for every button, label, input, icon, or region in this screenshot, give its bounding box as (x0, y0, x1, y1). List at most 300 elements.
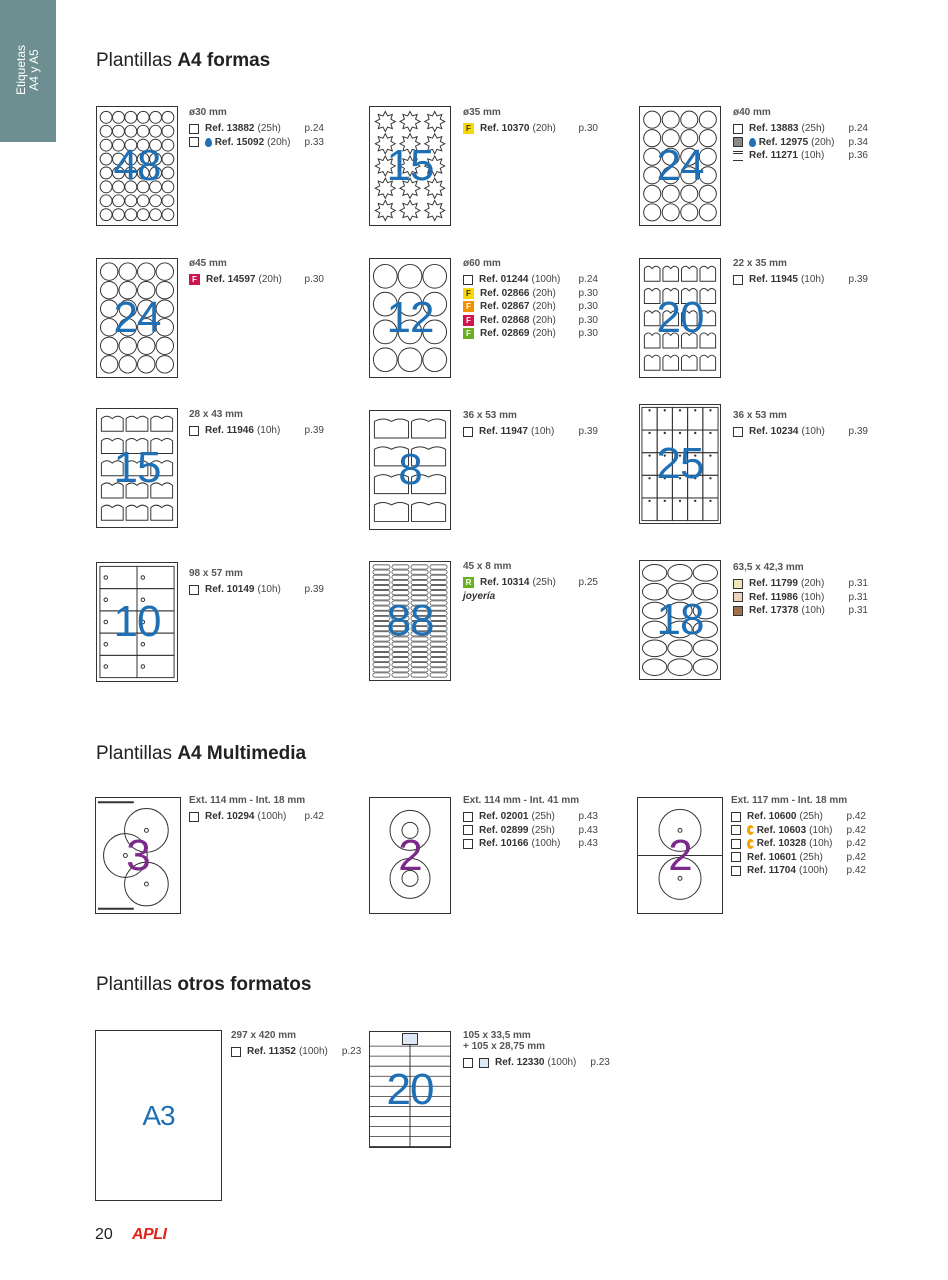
checkbox[interactable] (463, 1058, 473, 1068)
reference-quantity: (20h) (800, 578, 825, 590)
label-size: ø60 mm (463, 258, 501, 269)
reference-row (731, 864, 866, 878)
label-count: 20 (656, 293, 704, 342)
reference-number: Ref. 11947 (479, 426, 528, 438)
reference-page: p.30 (578, 328, 598, 340)
reference-page: p.42 (846, 824, 866, 836)
reference-quantity: (20h) (532, 301, 556, 313)
label-circle (137, 111, 149, 123)
label-count: 88 (386, 596, 434, 645)
template-sheet (95, 797, 181, 914)
label-oval (693, 565, 717, 582)
label-tag (663, 266, 679, 281)
checkbox[interactable] (189, 124, 199, 134)
label-hole (648, 409, 650, 411)
reference-number: Ref. 13883 (749, 123, 799, 135)
label-size: 45 x 8 mm (463, 561, 512, 572)
reference-row (731, 810, 866, 824)
label-tag (663, 355, 679, 370)
label-size-secondary: + 105 x 28,75 mm (463, 1041, 546, 1052)
reference-row (189, 273, 324, 287)
reference-row (463, 122, 598, 136)
side-tab-label (15, 45, 41, 95)
template-sheet (369, 561, 451, 681)
label-hole (679, 432, 681, 434)
label-circle (100, 356, 117, 373)
label-hole (141, 576, 145, 580)
checkbox[interactable] (731, 852, 741, 862)
template-info (463, 561, 598, 602)
label-circle (119, 356, 136, 373)
reference-code (747, 865, 796, 876)
reference-row (189, 122, 324, 136)
apli-logo: APLI (132, 1226, 167, 1243)
template-info (463, 1030, 610, 1070)
reference-row (463, 824, 598, 838)
reference-page: p.25 (578, 577, 598, 589)
reference-quantity: (20h) (532, 328, 556, 340)
gear-icon (747, 839, 754, 849)
label-circle (113, 111, 125, 123)
label-circle (162, 209, 174, 221)
label-circle (100, 111, 112, 123)
label-jewel (373, 565, 390, 569)
reference-row (463, 314, 598, 328)
template-info (733, 562, 868, 618)
label-jewel (411, 652, 428, 656)
label-circle (100, 125, 112, 137)
label-jewel (373, 647, 390, 651)
label-star (375, 200, 395, 220)
reference-quantity: (100h) (547, 1057, 577, 1069)
label-jewel (411, 580, 428, 584)
label-count: 12 (386, 293, 434, 342)
label-circle (156, 356, 173, 373)
reference-quantity: (10h) (800, 150, 825, 162)
reference-number: Ref. 12330 (495, 1057, 545, 1069)
reference-page: p.31 (848, 605, 868, 617)
color-tag-icon: F (463, 328, 474, 339)
label-jewel (411, 663, 428, 667)
section-side-tab (0, 0, 56, 142)
reference-code (757, 825, 806, 836)
checkbox[interactable] (463, 275, 473, 285)
label-hole (709, 432, 711, 434)
label-tag (151, 505, 173, 520)
label-circle (662, 204, 679, 221)
label-circle (113, 209, 125, 221)
reference-page: p.43 (578, 824, 598, 836)
label-jewel (411, 575, 428, 579)
label-jewel (430, 570, 447, 574)
label-jewel (373, 580, 390, 584)
drop-icon (749, 138, 756, 147)
label-rect (100, 566, 137, 588)
label-count: A3 (142, 1099, 175, 1131)
template-info (189, 795, 324, 824)
side-tab-line1: Etiquetas (14, 44, 28, 96)
label-count: 10 (113, 597, 161, 646)
reference-row (463, 810, 598, 824)
reference-row (733, 591, 868, 605)
label-jewel (430, 585, 447, 589)
label-size: ø30 mm (189, 107, 227, 118)
reference-code (749, 592, 798, 603)
label-circle (373, 348, 397, 372)
reference-page: p.30 (578, 301, 598, 313)
template-info (463, 795, 598, 851)
reference-page: p.31 (848, 578, 868, 590)
reference-code (480, 315, 529, 326)
reference-quantity: (10h) (801, 605, 825, 617)
label-count: 15 (386, 141, 434, 190)
label-rect (100, 655, 137, 677)
label-circle (644, 111, 661, 128)
template-info (731, 795, 866, 878)
reference-quantity: (20h) (532, 314, 556, 326)
reference-page: p.23 (590, 1057, 610, 1069)
reference-quantity: (10h) (809, 824, 833, 836)
reference-quantity: (10h) (800, 591, 825, 603)
template-sheet (369, 258, 451, 378)
reference-row (463, 327, 598, 341)
label-count: 20 (386, 1064, 434, 1114)
reference-page: p.39 (304, 425, 324, 437)
reference-row (463, 1056, 610, 1070)
reference-page: p.43 (578, 811, 598, 823)
reference-row (731, 824, 866, 838)
checkbox[interactable] (733, 427, 743, 437)
reference-code (479, 426, 528, 437)
reference-quantity: (25h) (257, 123, 281, 135)
reference-page: p.39 (848, 274, 868, 286)
reference-code (205, 123, 254, 134)
label-size: ø35 mm (463, 107, 501, 118)
checkbox[interactable] (189, 426, 199, 436)
label-jewel (411, 668, 428, 672)
label-jewel (411, 647, 428, 651)
label-oval (668, 565, 692, 582)
label-jewel (392, 657, 409, 661)
label-circle (137, 195, 149, 207)
label-jewel (392, 580, 409, 584)
reference-number: Ref. 11352 (247, 1046, 296, 1058)
reference-code (480, 123, 529, 134)
heading-prefix: Plantillas (96, 50, 173, 71)
label-jewel (430, 673, 447, 677)
label-size: 22 x 35 mm (733, 258, 787, 269)
label-hole (709, 500, 711, 502)
reference-quantity: (10h) (809, 838, 833, 850)
reference-number: Ref. 10370 (480, 123, 530, 135)
label-hole (141, 665, 145, 669)
heading-strong: A4 Multimedia (177, 743, 307, 764)
label-tag (681, 266, 697, 281)
label-circle (137, 125, 149, 137)
reference-row (731, 837, 866, 851)
reference-page: p.24 (304, 123, 324, 135)
label-size: ø40 mm (733, 107, 771, 118)
label-size: Ext. 117 mm - Int. 18 mm (731, 795, 848, 806)
label-circle (113, 125, 125, 137)
label-jewel (411, 570, 428, 574)
label-hole (694, 500, 696, 502)
checkbox[interactable] (189, 812, 199, 822)
reference-row (189, 583, 324, 597)
color-swatch-icon (733, 606, 743, 616)
checkbox[interactable] (231, 1047, 241, 1057)
template-sheet (369, 1031, 451, 1148)
label-tag (126, 416, 148, 431)
label-circle (119, 263, 136, 280)
reference-page: p.36 (848, 150, 868, 162)
reference-code (749, 426, 798, 437)
reference-page: p.30 (578, 123, 598, 135)
template-sheet (639, 258, 721, 378)
label-circle (156, 263, 173, 280)
reference-row (463, 837, 598, 851)
label-tag (374, 419, 408, 438)
label-circle (150, 125, 162, 137)
reference-code (479, 811, 528, 822)
reference-number: Ref. 12975 (758, 136, 809, 148)
label-jewel (411, 657, 428, 661)
reference-code (215, 137, 264, 148)
reference-row (463, 300, 598, 314)
reference-number: Ref. 01244 (479, 274, 529, 286)
label-circle (138, 356, 155, 373)
reference-number: Ref. 11946 (205, 425, 254, 437)
label-hole (648, 432, 650, 434)
label-jewel (373, 591, 390, 595)
reference-quantity: (20h) (532, 287, 556, 299)
reference-number: Ref. 13882 (205, 123, 255, 135)
section-heading-formas (96, 50, 270, 72)
reference-number: Ref. 02869 (480, 328, 530, 340)
label-count: 24 (113, 293, 161, 342)
label-tag (681, 355, 697, 370)
reference-page: p.34 (848, 136, 868, 148)
label-circle (150, 111, 162, 123)
template-info (189, 409, 324, 438)
reference-quantity: (10h) (530, 426, 555, 438)
label-jewel (411, 673, 428, 677)
label-count: 15 (113, 443, 161, 492)
label-jewel (373, 657, 390, 661)
label-circle (162, 125, 174, 137)
reference-number: Ref. 10234 (749, 426, 799, 438)
reference-code (205, 584, 254, 595)
color-swatch-icon (733, 137, 743, 147)
label-jewel (373, 663, 390, 667)
checkbox[interactable] (463, 812, 473, 822)
template-sheet (369, 106, 451, 226)
color-swatch-icon (733, 592, 743, 602)
reference-quantity: (100h) (257, 811, 287, 823)
reference-number: Ref. 15092 (214, 136, 265, 148)
reference-page: p.43 (578, 838, 598, 850)
checkbox[interactable] (463, 825, 473, 835)
checkbox[interactable] (731, 825, 741, 835)
reference-code (749, 274, 798, 285)
reference-quantity: (25h) (799, 851, 823, 863)
label-hole (679, 500, 681, 502)
label-rect (137, 566, 174, 588)
label-circle (150, 209, 162, 221)
label-jewel (430, 591, 447, 595)
label-size: 36 x 53 mm (733, 410, 787, 421)
checkbox[interactable] (731, 812, 741, 822)
template-sheet (96, 258, 178, 378)
reference-code (495, 1057, 544, 1068)
reference-number: Ref. 02866 (480, 287, 530, 299)
label-jewel (392, 668, 409, 672)
envelope-icon (479, 1058, 489, 1068)
checkbox[interactable] (733, 124, 743, 134)
reference-code (247, 1046, 296, 1057)
reference-code (747, 852, 796, 863)
label-jewel (430, 580, 447, 584)
reference-number: Ref. 02001 (479, 811, 529, 823)
gear-icon (747, 825, 754, 835)
checkbox[interactable] (189, 585, 199, 595)
label-hole (664, 432, 666, 434)
reference-page: p.42 (846, 865, 866, 877)
reference-row (189, 810, 324, 824)
reference-number: Ref. 11799 (749, 578, 798, 590)
label-hole (648, 500, 650, 502)
reference-row (733, 604, 868, 618)
reference-quantity: (20h) (267, 136, 291, 148)
label-jewel (430, 575, 447, 579)
reference-quantity: (25h) (532, 577, 556, 589)
reference-quantity: (100h) (298, 1046, 328, 1058)
label-tag (126, 505, 148, 520)
label-jewel (411, 565, 428, 569)
label-circle (699, 204, 716, 221)
reference-page: p.30 (578, 314, 598, 326)
reference-row (463, 425, 598, 439)
label-jewel (392, 673, 409, 677)
label-tag (411, 419, 445, 438)
label-circle (398, 264, 422, 288)
label-jewel (373, 652, 390, 656)
label-hole (664, 409, 666, 411)
label-circle (125, 209, 137, 221)
reference-number: Ref. 10600 (747, 811, 797, 823)
reference-page: p.33 (304, 136, 324, 148)
label-count: 2 (398, 830, 422, 880)
label-size: 297 x 420 mm (231, 1030, 297, 1041)
heading-prefix: Plantillas (96, 743, 173, 764)
label-oval (668, 659, 692, 676)
label-hole (694, 432, 696, 434)
reference-row (731, 851, 866, 865)
label-jewel (430, 668, 447, 672)
label-size: ø45 mm (189, 258, 227, 269)
color-tag-icon: F (463, 123, 474, 134)
reference-code (757, 838, 806, 849)
label-circle (137, 209, 149, 221)
label-tag (101, 505, 123, 520)
label-circle (423, 264, 447, 288)
reference-quantity: (25h) (801, 123, 825, 135)
label-hole (104, 576, 108, 580)
reference-row (463, 273, 598, 287)
checkbox[interactable] (731, 866, 741, 876)
template-sheet (96, 408, 178, 528)
label-jewel (392, 652, 409, 656)
label-jewel (392, 575, 409, 579)
reference-code (479, 274, 528, 285)
cd-hole (144, 882, 148, 886)
reference-page: p.42 (304, 811, 324, 823)
template-info (231, 1030, 361, 1059)
template-sheet (639, 560, 721, 680)
reference-page: p.42 (846, 838, 866, 850)
label-circle (100, 209, 112, 221)
label-hole (694, 409, 696, 411)
label-circle (699, 111, 716, 128)
label-jewel (373, 668, 390, 672)
checkbox[interactable] (733, 275, 743, 285)
reference-quantity: (100h) (798, 865, 828, 877)
label-tag (700, 355, 716, 370)
label-jewel (373, 575, 390, 579)
label-jewel (392, 591, 409, 595)
reference-code (205, 811, 254, 822)
reference-page: p.24 (848, 123, 868, 135)
stack-icon (733, 151, 743, 161)
label-jewel (392, 585, 409, 589)
label-count: 48 (113, 141, 161, 190)
label-rect (137, 655, 174, 677)
label-tag (411, 502, 445, 521)
label-jewel (430, 565, 447, 569)
reference-page: p.39 (304, 584, 324, 596)
label-star (400, 111, 420, 131)
label-star (425, 111, 445, 131)
label-star (375, 111, 395, 131)
checkbox[interactable] (731, 839, 741, 849)
label-jewel (430, 657, 447, 661)
template-info (733, 410, 868, 439)
reference-row (733, 425, 868, 439)
reference-row (733, 122, 868, 136)
label-tag (374, 502, 408, 521)
reference-row (733, 149, 868, 163)
template-info (733, 258, 868, 287)
label-count: 18 (656, 595, 704, 644)
reference-quantity: (100h) (531, 274, 561, 286)
checkbox[interactable] (463, 427, 473, 437)
label-jewel (392, 565, 409, 569)
label-size: 63,5 x 42,3 mm (733, 562, 804, 573)
checkbox[interactable] (463, 839, 473, 849)
reference-code (749, 605, 798, 616)
label-hole (104, 665, 108, 669)
label-circle (644, 204, 661, 221)
label-circle (662, 111, 679, 128)
reference-code (480, 577, 529, 588)
template-info (189, 258, 324, 287)
template-info (733, 107, 868, 163)
label-hole (679, 409, 681, 411)
checkbox[interactable] (189, 137, 199, 147)
color-tag-icon: F (463, 301, 474, 312)
label-jewel (411, 585, 428, 589)
label-count: 3 (126, 830, 150, 880)
